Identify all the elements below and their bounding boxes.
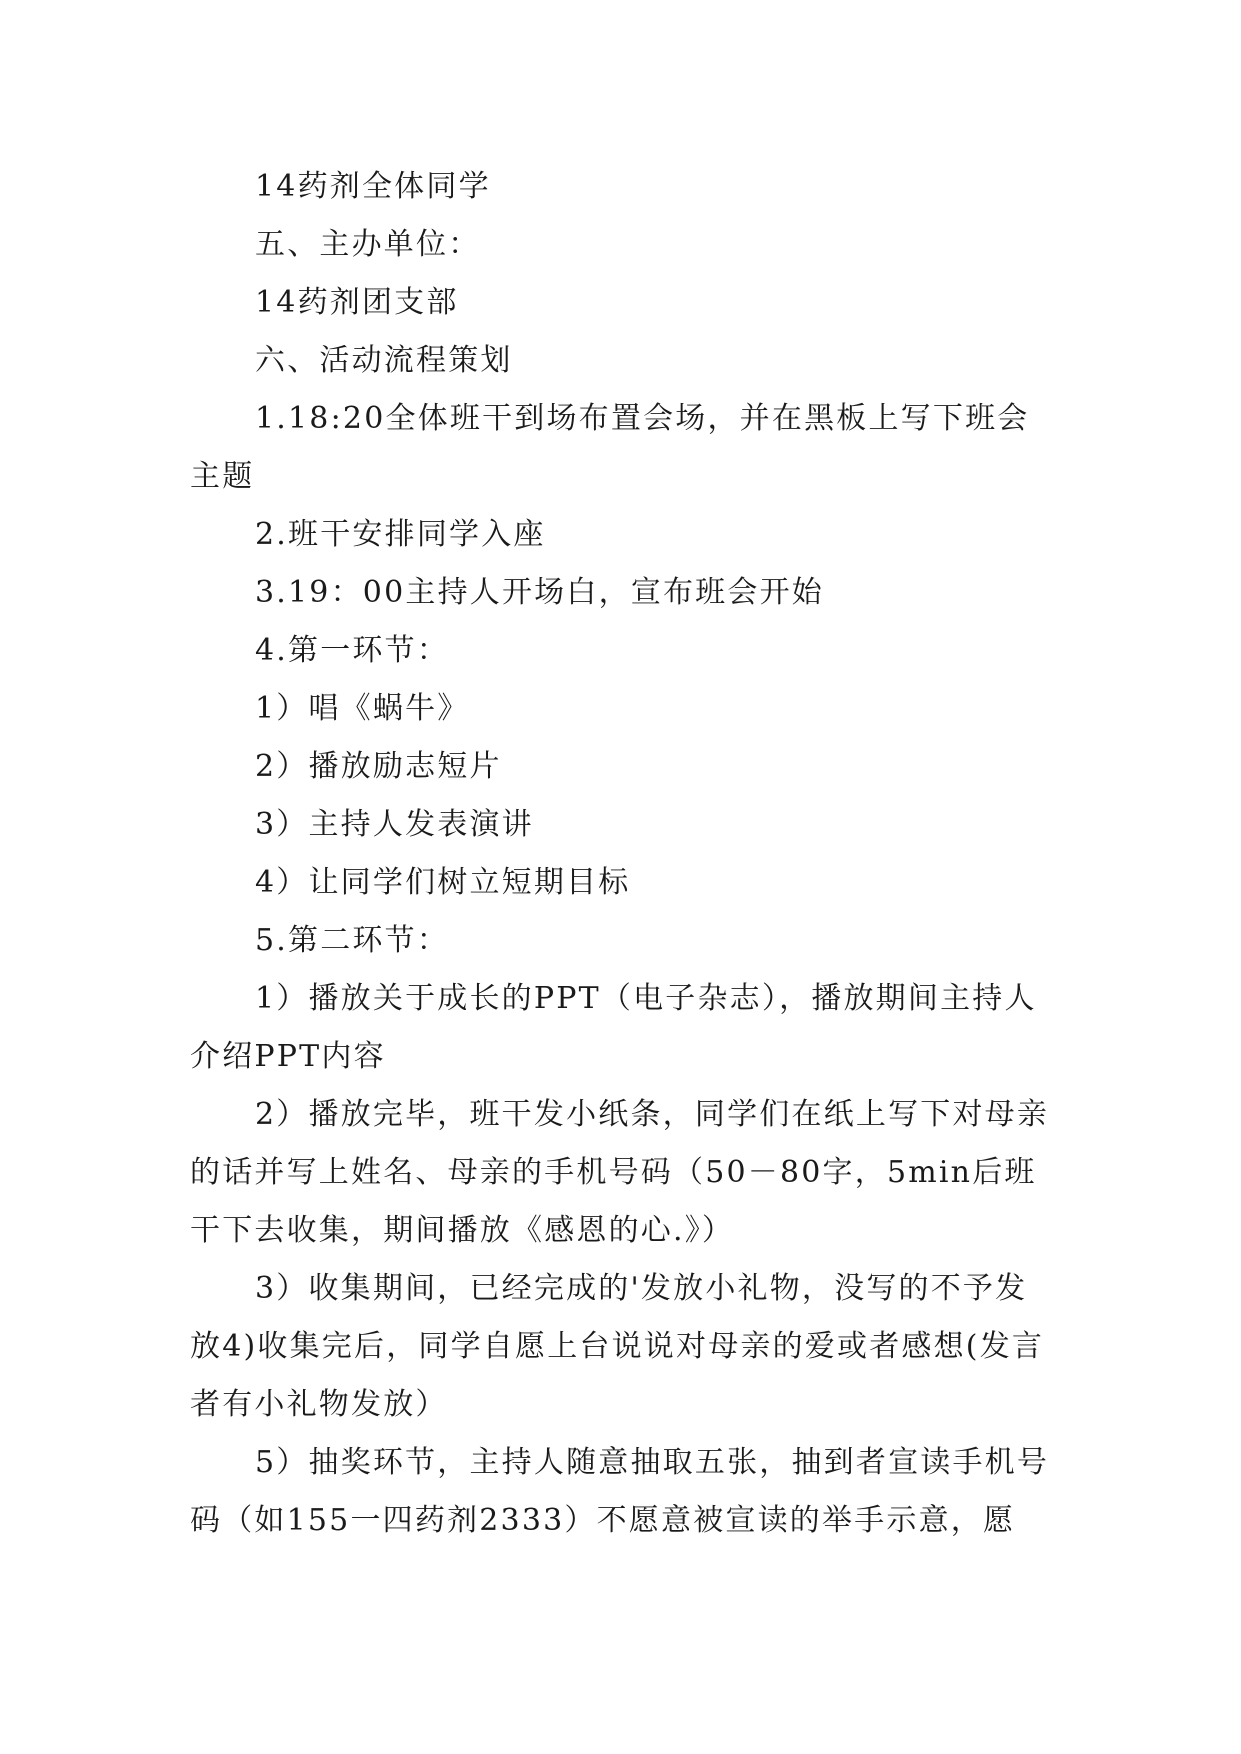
step-4-heading: 4.第一环节： <box>255 633 450 668</box>
step-5-item-3: 3）收集期间，已经完成的'发放小礼物，没写的不予发放4)收集完后，同学自愿上台说说对母亲的爱或者感想(发言者有小礼物发放） <box>190 1271 1045 1422</box>
step-4-item-2: 2）播放励志短片 <box>255 749 502 784</box>
step-1: 1.18:20全体班干到场布置会场，并在黑板上写下班会主题 <box>190 401 1030 494</box>
paragraph-participants: 14药剂全体同学 <box>255 169 491 204</box>
heading-organizer: 五、主办单位： <box>255 227 481 262</box>
document-body <box>190 158 1055 1550</box>
paragraph-organizer: 14药剂团支部 <box>255 285 459 320</box>
step-2: 2.班干安排同学入座 <box>255 517 546 552</box>
step-4-item-3: 3）主持人发表演讲 <box>255 807 534 842</box>
step-5-item-1: 1）播放关于成长的PPT（电子杂志），播放期间主持人介绍PPT内容 <box>190 981 1037 1074</box>
step-4-item-4: 4）让同学们树立短期目标 <box>255 865 631 900</box>
step-5-item-2: 2）播放完毕，班干发小纸条，同学们在纸上写下对母亲的话并写上姓名、母亲的手机号码（50－80字，5min后班干下去收集，期间播放《感恩的心.》） <box>190 1097 1050 1248</box>
step-5-heading: 5.第二环节： <box>255 923 450 958</box>
step-5-item-5: 5）抽奖环节，主持人随意抽取五张，抽到者宣读手机号码（如155一四药剂2333）不愿意被宣读的举手示意，愿 <box>190 1445 1050 1538</box>
step-3: 3.19：00主持人开场白，宣布班会开始 <box>255 575 824 610</box>
heading-activity-flow: 六、活动流程策划 <box>255 343 513 378</box>
step-4-item-1: 1）唱《蜗牛》 <box>255 691 470 726</box>
